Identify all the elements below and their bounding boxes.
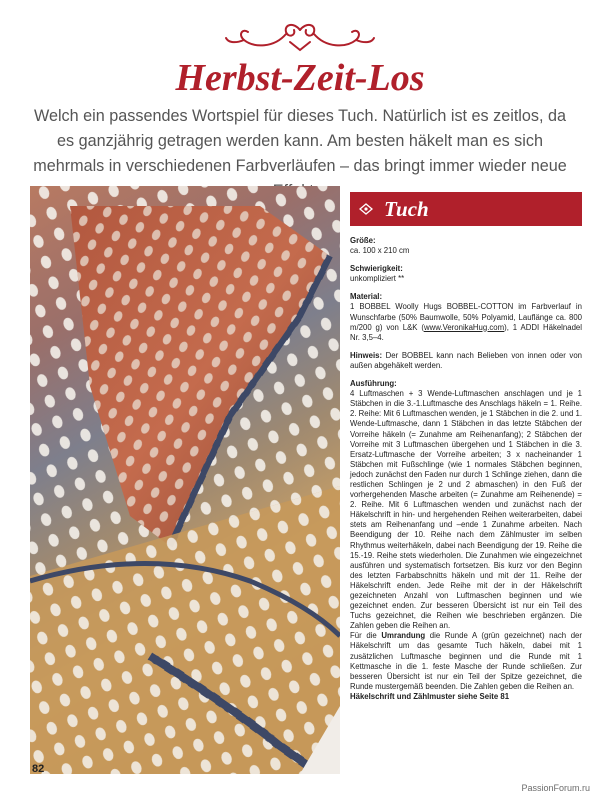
hint-label: Hinweis: (350, 350, 383, 360)
crocheted-shawl-photo-icon (30, 186, 340, 774)
size-label: Größe: (350, 236, 376, 245)
intro-text: Welch ein passendes Wortspiel für dieses Tuch. Natürlich ist es zeitlos, da es ganzjährig getragen werden kann. Am besten häkelt man es sich mehrmals in verschiedenen Farbverläufen – das bringt immer wieder neue (33, 107, 567, 175)
material-block (350, 292, 582, 342)
instructions-body (350, 236, 582, 702)
execution-label: Ausführung: (350, 379, 397, 389)
execution-text: 4 Luftmaschen + 3 Wende-Luftmaschen anschlagen und je 1 Stäbchen in die 3.-1.Luftmasche des Anschlags häkeln = 1. Reihe. 2. Reihe: Mit 6 Luftmaschen wenden, je 1 Stäbchen in die 2. und 1. Wende-Luftmasche, dann 1 Stäbchen in das letzte Stäbchen der Vorreihe häkeln (= Zunahme am Reihenanfang); 2 Stäbchen der Vorreihe mit 3 Luftmaschen übergehen und 1 Stäbchen in die 3. Ersatz-Luftmasche der Vorreihe arbeiten; 3 x nacheinander 1 Stäbchen mit Fußschlinge (wie 1 normales Stäbchen beginnen, jedoch zunächst den Faden nur durch 1 Schlinge ziehen, dann die restlichen Schlingen je 2 und 2 abmaschen) in den Fuß der vorhergehenden Masche arbeiten (= Zunahme am Reihenende) = 2. Reihe. Mit 6 Luftmaschen wenden und zunächst nach der Häkelschrift in hin- und hergehenden Reihen weiterarbeiten, dabei stets am Reihenanfang und –ende 1 Zunahme arbeiten. Nach Beendigung der 10. Reihe nach dem Zählmuster im selben Rhythmus weiterhäkeln, dabei nach Beendigung der 19. Reihe die 15.-19. Reihe stets wiederholen. Die Zunahmen wie eingezeichnet ausführen und systematisch fortsetzen. Bis kurz vor den Beginn des letzten Farbabschnitts häkeln und mit der 11. Reihe der Häkelschrift enden. Jede Reihe mit der in der Häkelschrift gezeichneten Anzahl von Luftmaschen beginnen und wie gezeichnet enden. Zur besseren Übersicht ist nur ein Teil des Tuchs gezeichnet, die Reihen wie beschrieben ergänzen. Die Zahlen geben die Reihen an. (350, 389, 582, 631)
size-block (350, 236, 582, 256)
difficulty-value: unkompliziert ** (350, 274, 405, 284)
border-text-2: die Runde A (grün gezeichnet) nach der Häkelschrift um das gesamte Tuch häkeln, dabei mit 1 zusätzlichen Luftmasche beginnen und die Runde mit 1 Kettmasche in die 1. feste Masche der Runde schließen. Zur besseren Übersicht ist nur ein Teil der Spitze gezeichnet, die Runde mustergemäß beenden. Die Zahlen geben die Reihen an. (350, 631, 582, 691)
size-value: ca. 100 x 210 cm (350, 246, 410, 256)
material-label: Material: (350, 292, 383, 302)
crossref: Häkelschrift und Zählmuster siehe Seite 81 (350, 691, 510, 701)
difficulty-label: Schwierigkeit: (350, 264, 403, 274)
material-text-2: ), 1 ADDI Häkelnadel Nr. 3,5–4. (350, 322, 582, 342)
site-watermark: PassionForum.ru (521, 783, 590, 793)
page-title: Herbst-Zeit-Los (175, 57, 425, 99)
difficulty-block (350, 264, 582, 284)
instructions-column (350, 192, 582, 710)
material-text-1: 1 BOBBEL Woolly Hugs BOBBEL-COTTON im Farbverlauf in Wunschfarbe (50% Baumwolle, 50% Polyamid, Lauflänge ca. 800 m/200 g) von L&K ( (350, 302, 582, 332)
section-banner (350, 192, 582, 226)
material-link[interactable]: www.VeronikaHug.com (423, 322, 505, 332)
execution-block (350, 379, 582, 702)
border-bold: Umrandung (381, 631, 426, 641)
section-heading: Tuch (384, 197, 429, 221)
banner-ornament-icon (359, 203, 373, 215)
hint-block (350, 351, 582, 371)
title-ornament-icon (224, 20, 376, 56)
page-number: 82 (32, 763, 45, 775)
border-text-1: Für die (350, 631, 382, 641)
shawl-photo (30, 186, 340, 774)
hint-text: Der BOBBEL kann nach Belieben von innen oder von außen abgehäkelt werden. (350, 350, 582, 370)
